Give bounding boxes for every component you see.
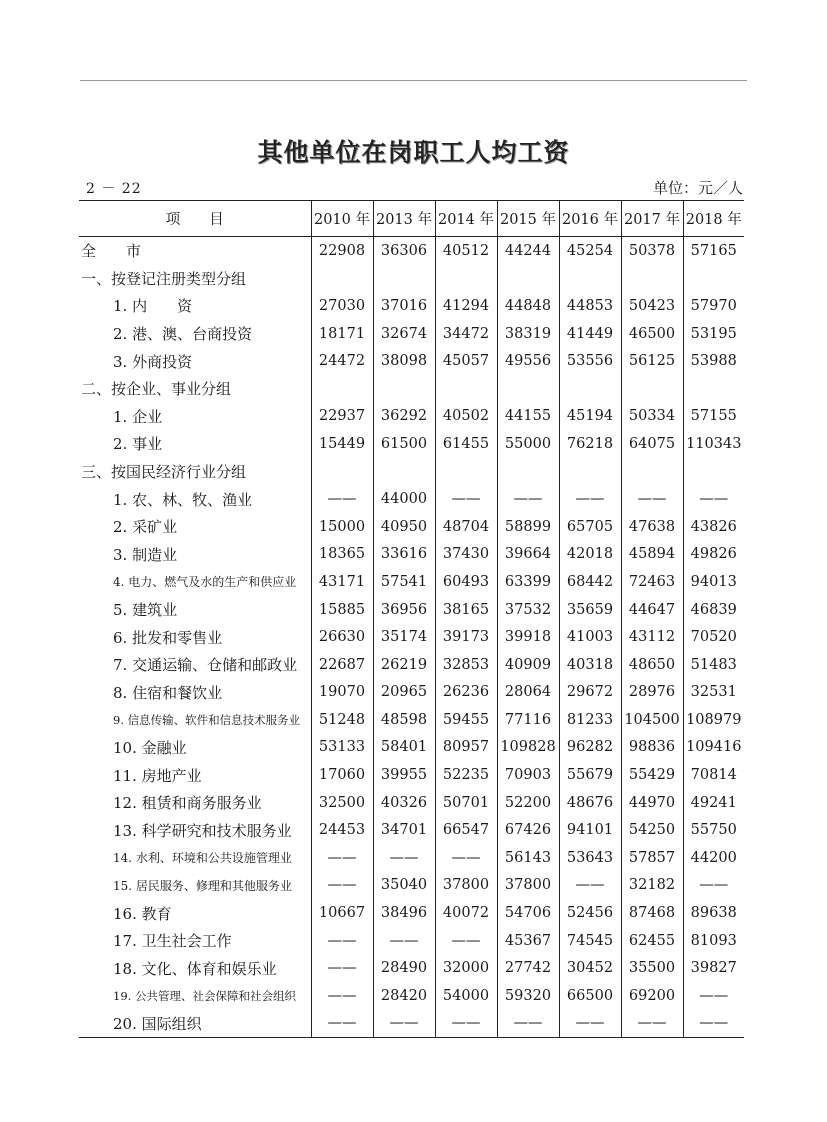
value-cell: 96282	[559, 734, 621, 762]
value-cell: 45367	[497, 927, 559, 955]
value-cell: 72463	[621, 568, 683, 596]
value-cell	[497, 375, 559, 403]
table-row	[79, 872, 744, 900]
value-cell: ——	[311, 1010, 373, 1038]
value-cell: 49241	[683, 789, 744, 817]
value-cell: 40502	[435, 403, 497, 431]
value-cell	[683, 375, 744, 403]
value-cell: 81093	[683, 927, 744, 955]
value-cell: 36956	[373, 596, 435, 624]
value-cell	[559, 265, 621, 293]
row-label: 7. 交通运输、仓储和邮政业	[113, 656, 298, 675]
value-cell: 26219	[373, 651, 435, 679]
value-cell: 15449	[311, 430, 373, 458]
value-cell: 28976	[621, 679, 683, 707]
value-cell: 37800	[435, 872, 497, 900]
table-row	[79, 513, 744, 541]
value-cell: 110343	[683, 430, 744, 458]
value-cell: 66547	[435, 816, 497, 844]
value-cell	[373, 458, 435, 486]
row-label: 17. 卫生社会工作	[113, 932, 232, 951]
row-label: 10. 金融业	[113, 738, 187, 757]
row-label: 三、按国民经济行业分组	[81, 463, 247, 482]
value-cell: 32182	[621, 872, 683, 900]
value-cell: 58401	[373, 734, 435, 762]
value-cell: 48650	[621, 651, 683, 679]
row-label: 3. 制造业	[113, 545, 178, 564]
value-cell: 35659	[559, 596, 621, 624]
value-cell: 45057	[435, 347, 497, 375]
value-cell: 44848	[497, 292, 559, 320]
value-cell: 51483	[683, 651, 744, 679]
value-cell: 44647	[621, 596, 683, 624]
value-cell: 24472	[311, 347, 373, 375]
value-cell: 37800	[497, 872, 559, 900]
value-cell	[559, 375, 621, 403]
table-row	[79, 403, 744, 431]
value-cell: 104500	[621, 706, 683, 734]
value-cell: 74545	[559, 927, 621, 955]
value-cell: 109828	[497, 734, 559, 762]
value-cell: 22687	[311, 651, 373, 679]
table-number: 2 － 22	[86, 181, 142, 197]
value-cell: 40318	[559, 651, 621, 679]
value-cell: 18365	[311, 541, 373, 569]
value-cell: 94101	[559, 816, 621, 844]
table-row	[79, 320, 744, 348]
table-row	[79, 458, 744, 486]
value-cell: 46500	[621, 320, 683, 348]
value-cell: 87468	[621, 899, 683, 927]
value-cell: 57165	[683, 237, 744, 265]
value-cell: 43826	[683, 513, 744, 541]
value-cell: 109416	[683, 734, 744, 762]
row-label: 8. 住宿和餐饮业	[113, 683, 223, 702]
row-label: 9. 信息传输、软件和信息技术服务业	[113, 712, 301, 727]
table-row	[79, 568, 744, 596]
header-rule	[80, 80, 747, 81]
value-cell: 70520	[683, 623, 744, 651]
value-cell: 98836	[621, 734, 683, 762]
row-label: 20. 国际组织	[113, 1014, 202, 1033]
value-cell: 94013	[683, 568, 744, 596]
value-cell: 61455	[435, 430, 497, 458]
table-row	[79, 541, 744, 569]
row-label: 1. 农、林、牧、渔业	[113, 490, 253, 509]
value-cell: 69200	[621, 982, 683, 1010]
value-cell: 45254	[559, 237, 621, 265]
value-cell: 64075	[621, 430, 683, 458]
column-header-year: 2016 年	[559, 201, 621, 237]
value-cell: 34472	[435, 320, 497, 348]
value-cell: 28490	[373, 954, 435, 982]
row-label: 1. 企业	[113, 407, 163, 426]
value-cell: 81233	[559, 706, 621, 734]
value-cell: 46839	[683, 596, 744, 624]
value-cell: 38319	[497, 320, 559, 348]
value-cell: ——	[683, 982, 744, 1010]
value-cell: 37016	[373, 292, 435, 320]
row-label: 5. 建筑业	[113, 601, 178, 620]
value-cell: ——	[373, 927, 435, 955]
table-row	[79, 292, 744, 320]
value-cell: 47638	[621, 513, 683, 541]
row-label: 18. 文化、体育和娱乐业	[113, 959, 277, 978]
value-cell: 37430	[435, 541, 497, 569]
value-cell: 55000	[497, 430, 559, 458]
row-label: 3. 外商投资	[113, 352, 193, 371]
value-cell: 15885	[311, 596, 373, 624]
value-cell: 40326	[373, 789, 435, 817]
value-cell: 62455	[621, 927, 683, 955]
value-cell	[621, 458, 683, 486]
value-cell: 53133	[311, 734, 373, 762]
value-cell: ——	[311, 927, 373, 955]
table-row	[79, 375, 744, 403]
value-cell: 40950	[373, 513, 435, 541]
value-cell: 66500	[559, 982, 621, 1010]
value-cell: 32531	[683, 679, 744, 707]
value-cell	[373, 265, 435, 293]
value-cell: 54250	[621, 816, 683, 844]
value-cell: 44244	[497, 237, 559, 265]
value-cell	[311, 375, 373, 403]
value-cell: 45194	[559, 403, 621, 431]
value-cell: ——	[311, 872, 373, 900]
table-body	[79, 237, 744, 1038]
value-cell: 65705	[559, 513, 621, 541]
value-cell: 52235	[435, 761, 497, 789]
value-cell	[435, 265, 497, 293]
value-cell: 51248	[311, 706, 373, 734]
row-label: 一、按登记注册类型分组	[81, 269, 247, 288]
value-cell: 18171	[311, 320, 373, 348]
value-cell: 32674	[373, 320, 435, 348]
table-row	[79, 899, 744, 927]
row-label: 13. 科学研究和技术服务业	[113, 821, 292, 840]
value-cell: 44200	[683, 844, 744, 872]
value-cell: 22908	[311, 237, 373, 265]
value-cell	[683, 265, 744, 293]
row-label: 19. 公共管理、社会保障和社会组织	[113, 988, 296, 1003]
table-row	[79, 596, 744, 624]
value-cell: ——	[435, 485, 497, 513]
column-header-year: 2010 年	[311, 201, 373, 237]
value-cell: 58899	[497, 513, 559, 541]
value-cell: 27030	[311, 292, 373, 320]
row-label: 11. 房地产业	[113, 766, 202, 785]
value-cell: 57155	[683, 403, 744, 431]
value-cell: 39955	[373, 761, 435, 789]
value-cell: 44155	[497, 403, 559, 431]
value-cell: ——	[683, 485, 744, 513]
value-cell: 55679	[559, 761, 621, 789]
value-cell: 48676	[559, 789, 621, 817]
value-cell: 67426	[497, 816, 559, 844]
value-cell: ——	[373, 1010, 435, 1038]
value-cell: 35174	[373, 623, 435, 651]
table-row	[79, 706, 744, 734]
value-cell: 44000	[373, 485, 435, 513]
value-cell: 29672	[559, 679, 621, 707]
value-cell: ——	[311, 485, 373, 513]
value-cell: 76218	[559, 430, 621, 458]
value-cell: ——	[621, 485, 683, 513]
value-cell: 44970	[621, 789, 683, 817]
table-row	[79, 430, 744, 458]
value-cell: 24453	[311, 816, 373, 844]
value-cell	[683, 458, 744, 486]
row-label: 4. 电力、燃气及水的生产和供应业	[113, 575, 297, 590]
value-cell: ——	[497, 485, 559, 513]
value-cell: 36306	[373, 237, 435, 265]
table-row	[79, 954, 744, 982]
page-title: 其他单位在岗职工人均工资	[257, 138, 570, 167]
table-row	[79, 651, 744, 679]
value-cell: 38496	[373, 899, 435, 927]
value-cell: 27742	[497, 954, 559, 982]
value-cell: 80957	[435, 734, 497, 762]
value-cell: 48704	[435, 513, 497, 541]
value-cell: ——	[311, 844, 373, 872]
value-cell: 41449	[559, 320, 621, 348]
value-cell: ——	[435, 927, 497, 955]
value-cell: ——	[373, 844, 435, 872]
value-cell: 43112	[621, 623, 683, 651]
value-cell: 53556	[559, 347, 621, 375]
table-row	[79, 816, 744, 844]
value-cell: 56125	[621, 347, 683, 375]
value-cell	[497, 458, 559, 486]
value-cell: 36292	[373, 403, 435, 431]
value-cell: 59455	[435, 706, 497, 734]
table-row	[79, 982, 744, 1010]
value-cell: 54706	[497, 899, 559, 927]
value-cell: ——	[559, 872, 621, 900]
column-header-year: 2014 年	[435, 201, 497, 237]
value-cell: 30452	[559, 954, 621, 982]
value-cell: ——	[559, 1010, 621, 1038]
header-row	[79, 201, 744, 237]
value-cell: 57970	[683, 292, 744, 320]
value-cell: 39918	[497, 623, 559, 651]
value-cell	[311, 458, 373, 486]
row-label: 12. 租赁和商务服务业	[113, 794, 262, 813]
row-label: 2. 采矿业	[113, 518, 178, 537]
value-cell: 48598	[373, 706, 435, 734]
value-cell: ——	[497, 1010, 559, 1038]
value-cell: 55429	[621, 761, 683, 789]
value-cell: 57857	[621, 844, 683, 872]
value-cell: 54000	[435, 982, 497, 1010]
value-cell: 41003	[559, 623, 621, 651]
value-cell: 38098	[373, 347, 435, 375]
column-header-item: 项 目	[79, 201, 311, 237]
value-cell: 43171	[311, 568, 373, 596]
table-row	[79, 485, 744, 513]
value-cell: 40512	[435, 237, 497, 265]
value-cell: 26630	[311, 623, 373, 651]
table-row	[79, 844, 744, 872]
table-row	[79, 789, 744, 817]
value-cell: 63399	[497, 568, 559, 596]
value-cell: 34701	[373, 816, 435, 844]
value-cell: 77116	[497, 706, 559, 734]
value-cell: ——	[683, 1010, 744, 1038]
value-cell: 50423	[621, 292, 683, 320]
value-cell	[435, 375, 497, 403]
value-cell: ——	[435, 844, 497, 872]
value-cell: 33616	[373, 541, 435, 569]
row-label: 全 市	[81, 242, 142, 261]
value-cell: 15000	[311, 513, 373, 541]
value-cell: 45894	[621, 541, 683, 569]
value-cell: 42018	[559, 541, 621, 569]
column-header-year: 2015 年	[497, 201, 559, 237]
unit-label: 单位：元／人	[652, 179, 743, 197]
table-row	[79, 237, 744, 265]
value-cell: 26236	[435, 679, 497, 707]
column-header-year: 2018 年	[683, 201, 744, 237]
value-cell: 49556	[497, 347, 559, 375]
value-cell: 28064	[497, 679, 559, 707]
value-cell: ——	[621, 1010, 683, 1038]
table-row	[79, 761, 744, 789]
row-label: 2. 事业	[113, 435, 163, 454]
column-header-year: 2017 年	[621, 201, 683, 237]
table-row	[79, 347, 744, 375]
value-cell: 41294	[435, 292, 497, 320]
value-cell: 50334	[621, 403, 683, 431]
value-cell	[435, 458, 497, 486]
value-cell: 44853	[559, 292, 621, 320]
value-cell: 49826	[683, 541, 744, 569]
value-cell: 68442	[559, 568, 621, 596]
row-label: 2. 港、澳、台商投资	[113, 325, 253, 344]
value-cell: ——	[683, 872, 744, 900]
value-cell: 35040	[373, 872, 435, 900]
value-cell: 57541	[373, 568, 435, 596]
value-cell: 53643	[559, 844, 621, 872]
value-cell: 56143	[497, 844, 559, 872]
value-cell: 19070	[311, 679, 373, 707]
value-cell: ——	[435, 1010, 497, 1038]
value-cell: 89638	[683, 899, 744, 927]
value-cell: 70814	[683, 761, 744, 789]
value-cell: 108979	[683, 706, 744, 734]
value-cell: 39827	[683, 954, 744, 982]
value-cell: ——	[311, 954, 373, 982]
value-cell	[621, 265, 683, 293]
value-cell: 55750	[683, 816, 744, 844]
row-label: 15. 居民服务、修理和其他服务业	[113, 878, 292, 893]
value-cell: 53988	[683, 347, 744, 375]
value-cell	[373, 375, 435, 403]
value-cell: 28420	[373, 982, 435, 1010]
table-row	[79, 734, 744, 762]
table-row	[79, 265, 744, 293]
value-cell: ——	[311, 982, 373, 1010]
value-cell: ——	[559, 485, 621, 513]
value-cell: 38165	[435, 596, 497, 624]
value-cell: 70903	[497, 761, 559, 789]
row-label: 16. 教育	[113, 904, 172, 923]
value-cell: 52456	[559, 899, 621, 927]
value-cell: 32000	[435, 954, 497, 982]
value-cell: 40072	[435, 899, 497, 927]
value-cell: 53195	[683, 320, 744, 348]
table-row	[79, 623, 744, 651]
value-cell	[559, 458, 621, 486]
value-cell: 40909	[497, 651, 559, 679]
column-header-year: 2013 年	[373, 201, 435, 237]
value-cell	[621, 375, 683, 403]
value-cell: 35500	[621, 954, 683, 982]
value-cell: 50378	[621, 237, 683, 265]
value-cell: 59320	[497, 982, 559, 1010]
value-cell: 52200	[497, 789, 559, 817]
table-row	[79, 679, 744, 707]
table-row	[79, 1010, 744, 1038]
value-cell: 50701	[435, 789, 497, 817]
value-cell: 37532	[497, 596, 559, 624]
value-cell: 22937	[311, 403, 373, 431]
value-cell: 10667	[311, 899, 373, 927]
row-label: 6. 批发和零售业	[113, 628, 223, 647]
value-cell: 32853	[435, 651, 497, 679]
row-label: 14. 水利、环境和公共设施管理业	[113, 851, 292, 866]
value-cell: 32500	[311, 789, 373, 817]
value-cell: 17060	[311, 761, 373, 789]
value-cell: 61500	[373, 430, 435, 458]
value-cell: 39664	[497, 541, 559, 569]
row-label: 1. 内 资	[113, 297, 193, 316]
value-cell: 39173	[435, 623, 497, 651]
value-cell	[497, 265, 559, 293]
value-cell	[311, 265, 373, 293]
value-cell: 20965	[373, 679, 435, 707]
wage-table	[79, 200, 744, 1038]
value-cell: 60493	[435, 568, 497, 596]
row-label: 二、按企业、事业分组	[81, 380, 232, 399]
table-row	[79, 927, 744, 955]
